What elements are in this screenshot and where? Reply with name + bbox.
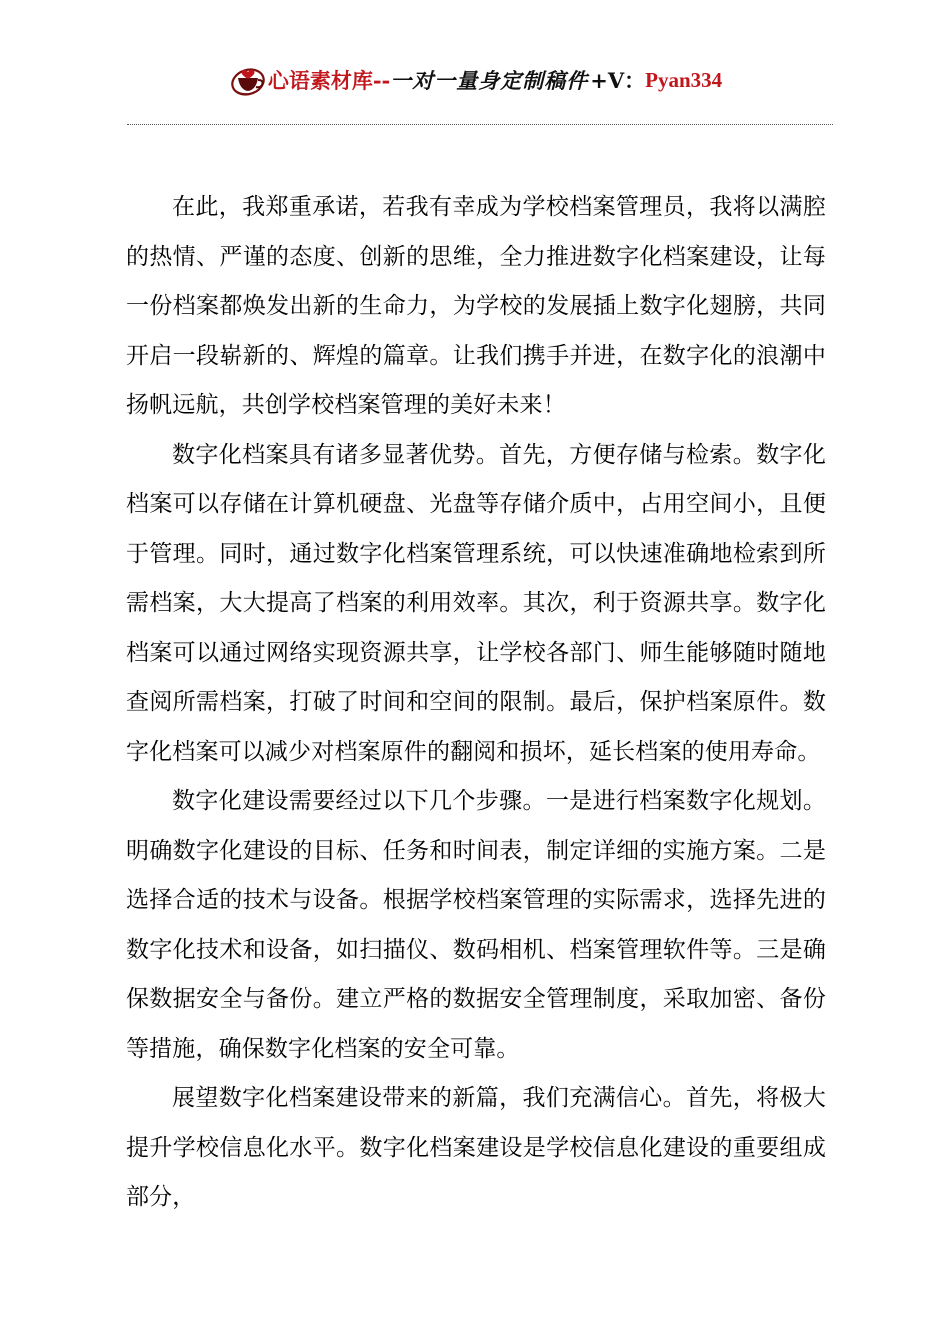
- coffee-cup-heart-icon: [228, 60, 268, 100]
- header-separator: --: [372, 67, 391, 93]
- paragraph: 展望数字化档案建设带来的新篇，我们充满信心。首先，将极大提升学校信息化水平。数字化档案建设是学校信息化建设的重要组成部分，: [126, 1085, 826, 1210]
- brand-name: 心语素材库: [267, 68, 373, 93]
- contact-id: Pyan334: [645, 67, 723, 92]
- page-header: [0, 58, 950, 102]
- header-banner: [228, 60, 722, 100]
- contact-label: +V：: [590, 68, 646, 93]
- paragraph: 数字化档案具有诸多显著优势。首先，方便存储与检索。数字化档案可以存储在计算机硬盘、光盘等存储介质中，占用空间小，且便于管理。同时，通过数字化档案管理系统，可以快速准确地检索到所需档案，大大提高了档案的利用效率。其次，利于资源共享。数字化档案可以通过网络实现资源共享，让学校各部门、师生能够随时随地查阅所需档案，打破了时间和空间的限制。最后，保护档案原件。数字化档案可以减少对档案原件的翻阅和损坏，延长档案的使用寿命。: [126, 441, 826, 765]
- header-divider: [127, 124, 833, 125]
- paragraph: 数字化建设需要经过以下几个步骤。一是进行档案数字化规划。明确数字化建设的目标、任务和时间表，制定详细的实施方案。二是选择合适的技术与设备。根据学校档案管理的实际需求，选择先进的数字化技术和设备，如扫描仪、数码相机、档案管理软件等。三是确保数据安全与备份。建立严格的数据安全管理制度，采取加密、备份等措施，确保数字化档案的安全可靠。: [126, 788, 826, 1062]
- document-body: [126, 183, 826, 1223]
- header-slogan: 一对一量身定制稿件: [390, 68, 589, 93]
- paragraph: 在此，我郑重承诺，若我有幸成为学校档案管理员，我将以满腔的热情、严谨的态度、创新的思维，全力推进数字化档案建设，让每一份档案都焕发出新的生命力，为学校的发展插上数字化翅膀，共同开启一段崭新的、辉煌的篇章。让我们携手并进，在数字化的浪潮中扬帆远航，共创学校档案管理的美好未来！: [126, 194, 826, 418]
